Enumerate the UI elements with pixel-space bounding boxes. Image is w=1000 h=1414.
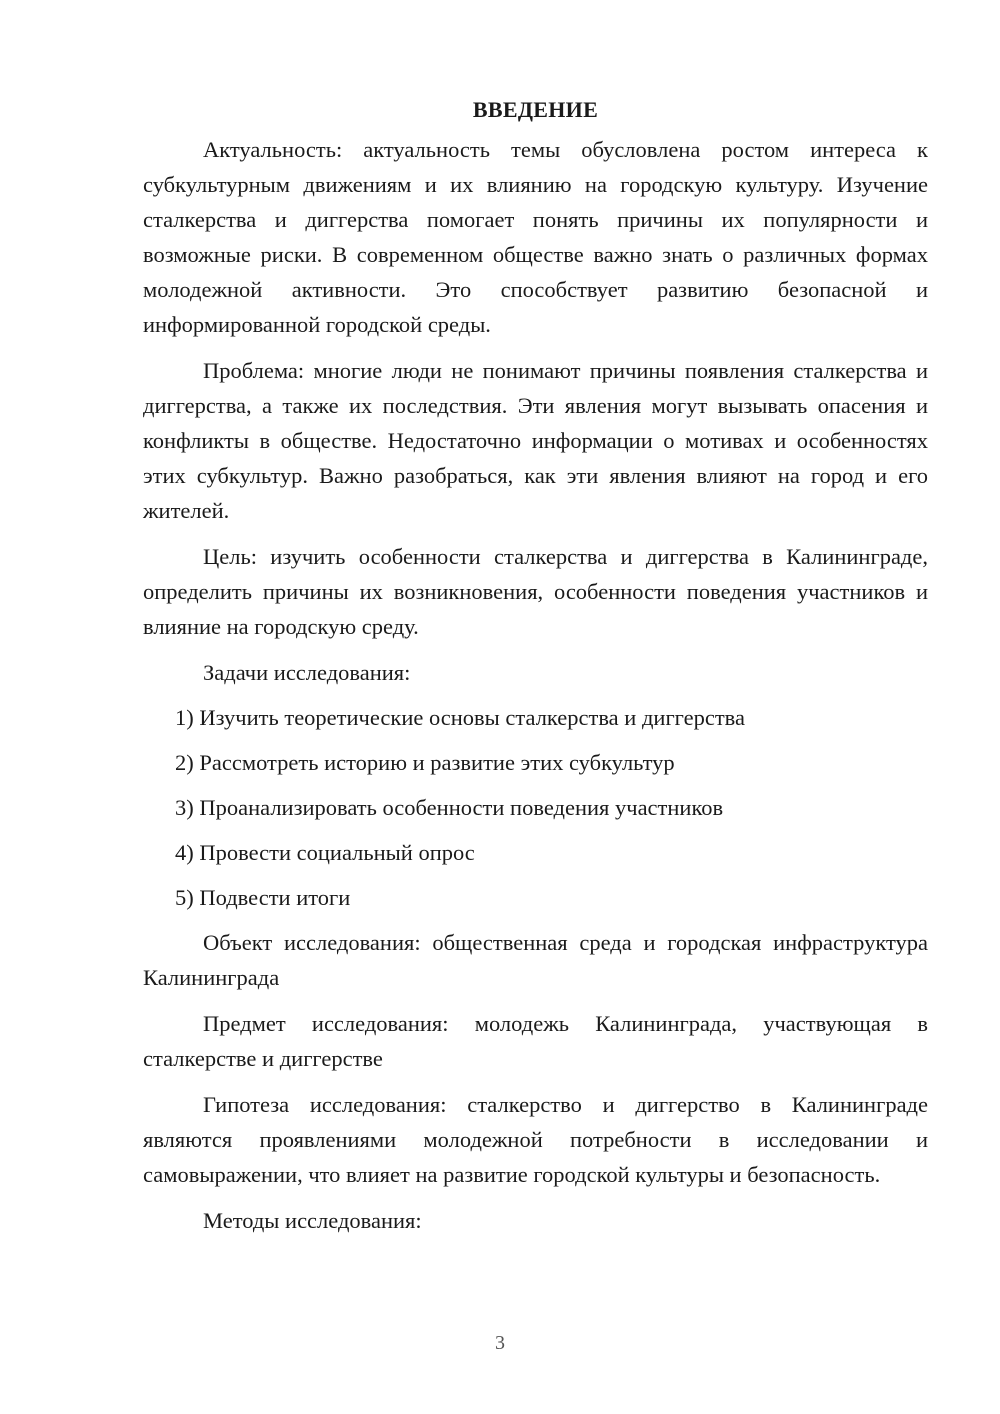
- paragraph-object: Объект исследования: общественная среда и городская инфраструктура Калининграда: [143, 930, 928, 990]
- page-number: 3: [495, 1332, 505, 1354]
- list-item: 1) Изучить теоретические основы сталкерства и диггерства: [175, 705, 745, 730]
- page-title: ВВЕДЕНИЕ: [472, 97, 599, 122]
- methods-label: Методы исследования:: [203, 1208, 422, 1233]
- document-page: [143, 90, 928, 1248]
- tasks-label: Задачи исследования:: [203, 660, 411, 685]
- tasks-list: [143, 700, 928, 915]
- paragraph-subject: Предмет исследования: молодежь Калининграда, участвующая в сталкерстве и диггерстве: [143, 1011, 928, 1071]
- list-item: 5) Подвести итоги: [175, 885, 351, 910]
- list-item: 4) Провести социальный опрос: [175, 840, 475, 865]
- paragraph-problem: Проблема: многие люди не понимают причины появления сталкерства и диггерства, а также их последствия. Эти явления могут вызывать опасения и конфликты в обществе. Недостаточно информации о мотивах и особенностях этих субкультур. Важно разобраться, как эти явления влияют на город и его жителей.: [143, 358, 928, 523]
- list-item: 2) Рассмотреть историю и развитие этих субкультур: [175, 750, 675, 775]
- list-item: 3) Проанализировать особенности поведения участников: [175, 795, 724, 820]
- paragraph-relevance: Актуальность: актуальность темы обусловлена ростом интереса к субкультурным движениям и их влиянию на городскую культуру. Изучение сталкерства и диггерства помогает понять причины их популярности и возможные риски. В современном обществе важно знать о различных формах молодежной активности. Это способствует развитию безопасной и информированной городской среды.: [143, 137, 928, 337]
- paragraph-hypothesis: Гипотеза исследования: сталкерство и диггерство в Калининграде являются проявлениями молодежной потребности в исследовании и самовыражении, что влияет на развитие городской культуры и безопасность.: [143, 1092, 928, 1187]
- paragraph-goal: Цель: изучить особенности сталкерства и диггерства в Калининграде, определить причины их возникновения, особенности поведения участников и влияние на городскую среду.: [143, 544, 928, 639]
